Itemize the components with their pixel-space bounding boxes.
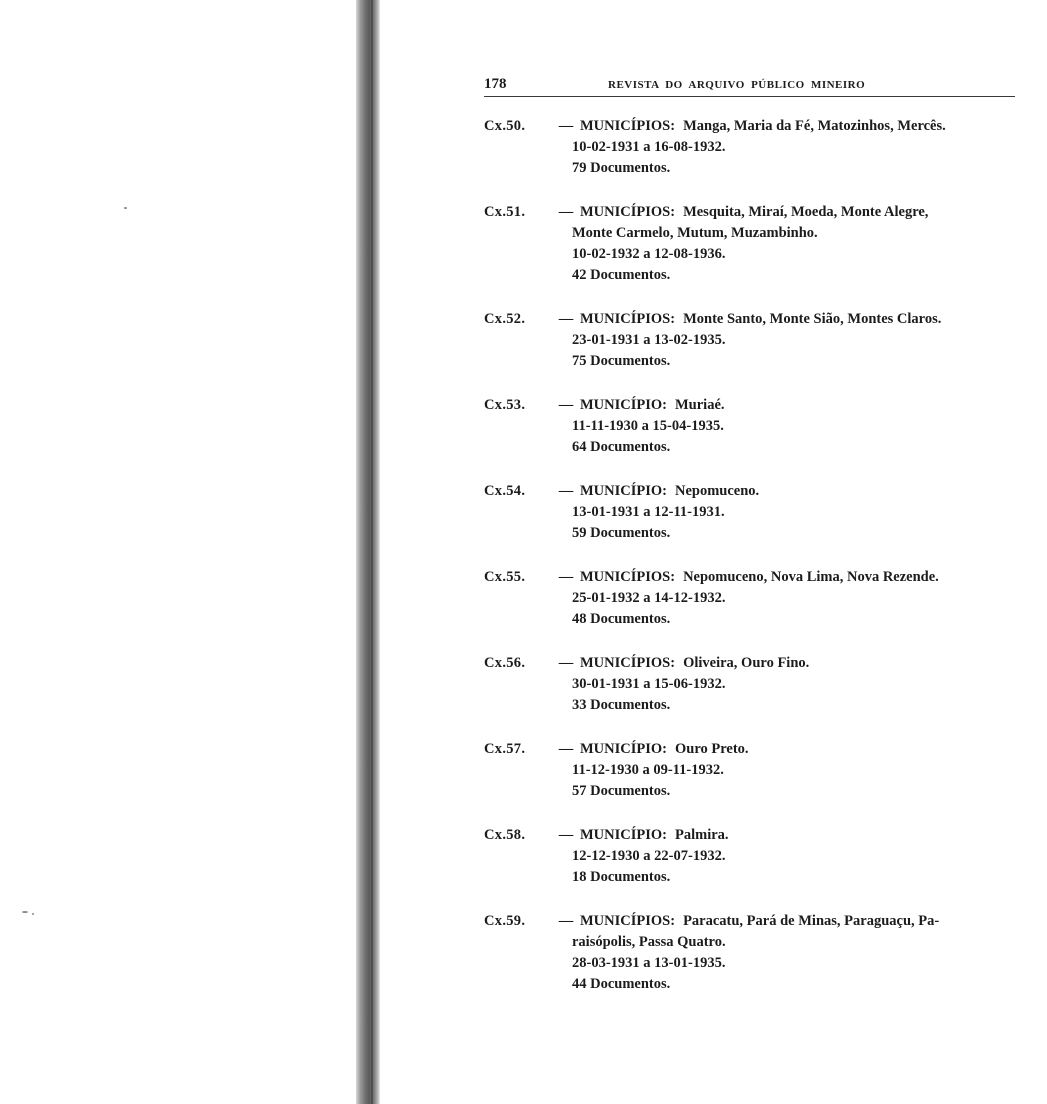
list-item [484,395,1029,458]
entry-places: Mesquita, Miraí, Moeda, Monte Alegre, [683,204,929,220]
entry-documents: 48 Documentos. [572,611,671,627]
entry-dash: — [558,827,574,843]
entry-list [484,116,1029,1018]
scan-speck [22,911,28,913]
box-code: Cx.50. [484,118,526,134]
entry-places-continued: raisópolis, Passa Quatro. [572,934,726,950]
entry-dates: 11-12-1930 a 09-11-1932. [572,762,724,778]
scan-speck [124,207,127,209]
entry-places: Muriaé. [675,397,725,413]
entry-label: MUNICÍPIO: [580,397,667,413]
entry-dash: — [558,483,574,499]
entry-dash: — [558,204,574,220]
entry-label: MUNICÍPIOS: [580,311,676,327]
entry-documents: 18 Documentos. [572,869,671,885]
running-title: REVISTA DO ARQUIVO PÚBLICO MINEIRO [608,79,866,91]
entry-dates: 11-11-1930 a 15-04-1935. [572,418,724,434]
list-item [484,567,1029,630]
entry-dash: — [558,569,574,585]
entry-documents: 44 Documentos. [572,976,671,992]
page-number: 178 [484,76,507,92]
entry-dash: — [558,118,574,134]
entry-label: MUNICÍPIOS: [580,204,676,220]
entry-dash: — [558,741,574,757]
entry-dash: — [558,913,574,929]
entry-dash: — [558,655,574,671]
entry-documents: 59 Documentos. [572,525,671,541]
entry-documents: 42 Documentos. [572,267,671,283]
list-item [484,116,1029,179]
entry-places: Nepomuceno. [675,483,760,499]
entry-dates: 10-02-1931 a 16-08-1932. [572,139,726,155]
box-code: Cx.53. [484,397,526,413]
entry-documents: 33 Documentos. [572,697,671,713]
entry-places: Paracatu, Pará de Minas, Paraguaçu, Pa- [683,913,940,929]
entry-label: MUNICÍPIOS: [580,118,676,134]
entry-places-continued: Monte Carmelo, Mutum, Muzambinho. [572,225,818,241]
list-item [484,653,1029,716]
box-code: Cx.55. [484,569,526,585]
entry-documents: 75 Documentos. [572,353,671,369]
entry-dates: 13-01-1931 a 12-11-1931. [572,504,725,520]
list-item [484,202,1029,286]
entry-dash: — [558,397,574,413]
box-code: Cx.51. [484,204,526,220]
entry-label: MUNICÍPIO: [580,741,667,757]
gutter-fold-line [371,0,373,1104]
entry-places: Manga, Maria da Fé, Matozinhos, Mercês. [683,118,946,134]
entry-places: Monte Santo, Monte Sião, Montes Claros. [683,311,942,327]
scan-speck [32,913,34,915]
header-rule [484,96,1015,97]
list-item [484,481,1029,544]
entry-label: MUNICÍPIO: [580,827,667,843]
list-item [484,739,1029,802]
entry-places: Oliveira, Ouro Fino. [683,655,810,671]
list-item [484,309,1029,372]
box-code: Cx.52. [484,311,526,327]
entry-dates: 10-02-1932 a 12-08-1936. [572,246,726,262]
entry-dates: 30-01-1931 a 15-06-1932. [572,676,726,692]
entry-places: Palmira. [675,827,729,843]
entry-dates: 12-12-1930 a 22-07-1932. [572,848,726,864]
box-code: Cx.56. [484,655,526,671]
box-code: Cx.59. [484,913,526,929]
entry-places: Ouro Preto. [675,741,749,757]
page-gutter [356,0,380,1104]
entry-places: Nepomuceno, Nova Lima, Nova Rezende. [683,569,939,585]
box-code: Cx.54. [484,483,526,499]
entry-documents: 64 Documentos. [572,439,671,455]
list-item [484,825,1029,888]
box-code: Cx.58. [484,827,526,843]
entry-dash: — [558,311,574,327]
entry-documents: 79 Documentos. [572,160,671,176]
entry-label: MUNICÍPIOS: [580,913,676,929]
entry-dates: 28-03-1931 a 13-01-1935. [572,955,726,971]
box-code: Cx.57. [484,741,526,757]
entry-label: MUNICÍPIO: [580,483,667,499]
page-header [484,74,1019,98]
entry-label: MUNICÍPIOS: [580,569,676,585]
entry-dates: 23-01-1931 a 13-02-1935. [572,332,726,348]
entry-documents: 57 Documentos. [572,783,671,799]
entry-dates: 25-01-1932 a 14-12-1932. [572,590,726,606]
entry-label: MUNICÍPIOS: [580,655,676,671]
list-item [484,911,1029,995]
